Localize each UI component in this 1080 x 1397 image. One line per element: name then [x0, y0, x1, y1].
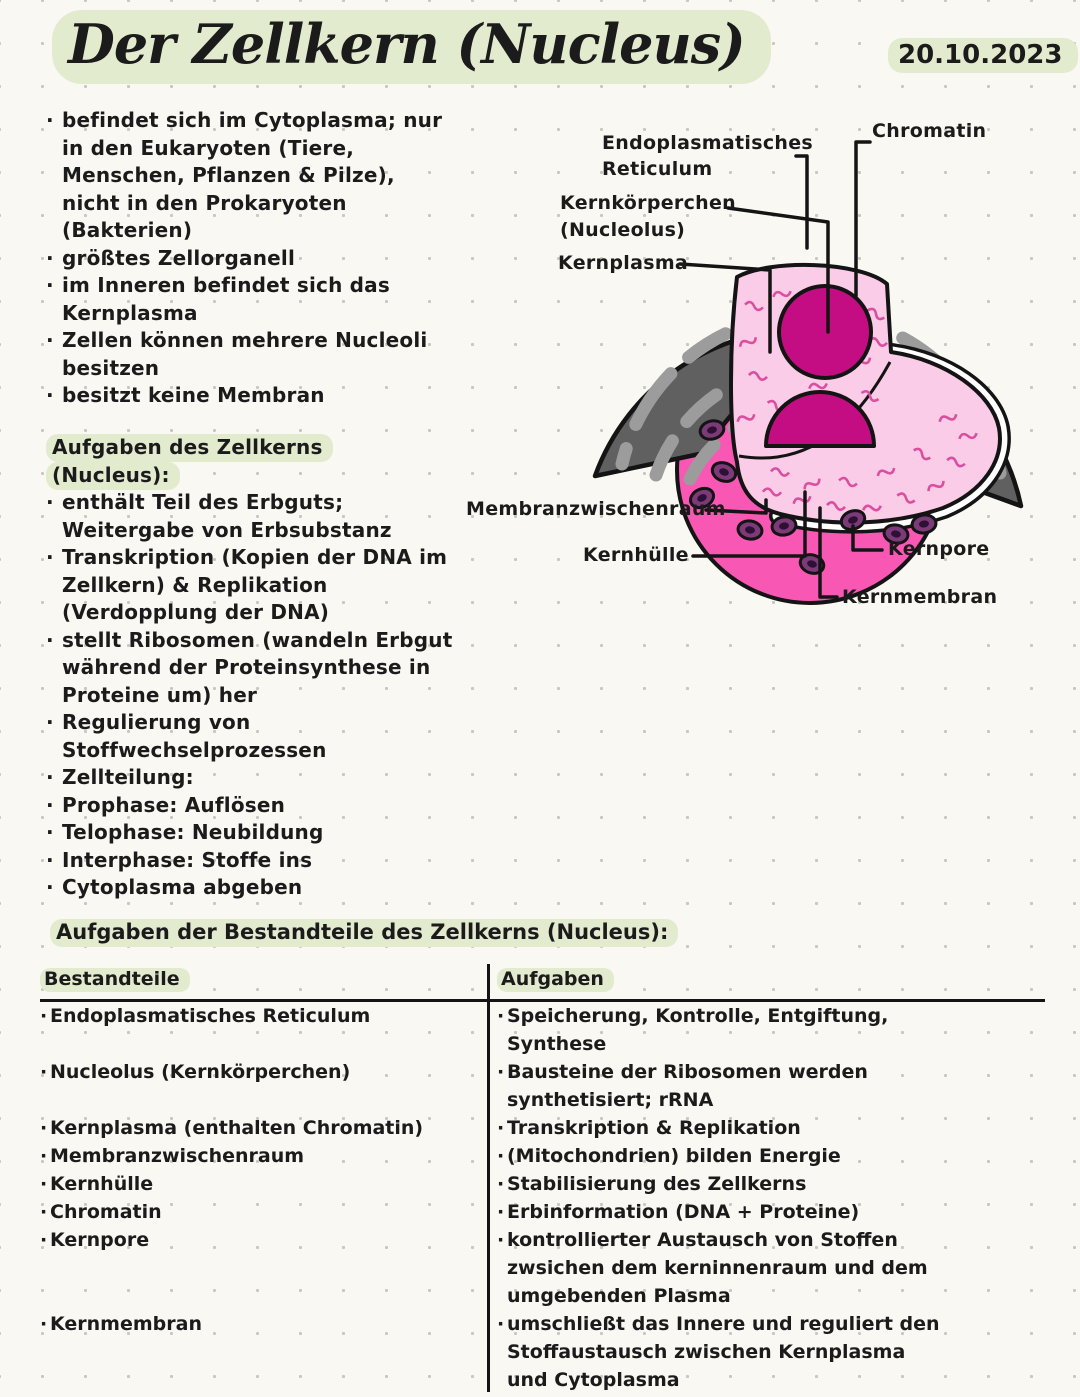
note-line	[46, 272, 442, 300]
component-name: Kernmembran	[50, 1313, 202, 1335]
table-row	[40, 1198, 1045, 1226]
note-line	[46, 572, 452, 600]
table-header-row	[40, 968, 1045, 1002]
task-text: Stabilisierung des Zellkerns	[507, 1173, 807, 1195]
task-text: Bausteine der Ribosomen werden	[507, 1061, 868, 1083]
tasks-cell	[497, 1058, 868, 1114]
table-row	[40, 1142, 1045, 1170]
tasks-cell	[497, 1142, 841, 1170]
tasks-list	[46, 489, 452, 902]
table-row	[40, 1114, 1045, 1142]
note-line-text: (Verdopplung der DNA)	[62, 600, 330, 624]
task-text: (Mitochondrien) bilden Energie	[507, 1145, 841, 1167]
task-text: umschließt das Innere und reguliert den	[507, 1313, 940, 1335]
component-cell	[40, 1058, 485, 1114]
note-line-text: Telophase: Neubildung	[62, 820, 324, 844]
label-kernmembran: Kernmembran	[842, 586, 998, 608]
table-row	[40, 1002, 1045, 1058]
note-line	[46, 544, 452, 572]
bullet-dot: ·	[46, 792, 54, 817]
task-line	[497, 1058, 868, 1086]
component-cell	[40, 1114, 485, 1142]
component-name: Membranzwischenraum	[50, 1145, 305, 1167]
note-line-text: besitzt keine Membran	[62, 383, 325, 407]
note-line	[46, 654, 452, 682]
bullet-dot: ·	[497, 1061, 505, 1083]
note-line-text: Menschen, Pflanzen & Pilze),	[62, 163, 395, 187]
task-text: zwsichen dem kerninnenraum und dem	[507, 1257, 928, 1279]
note-line	[46, 599, 452, 627]
table-row	[40, 1058, 1045, 1114]
note-line	[46, 517, 452, 545]
note-line-text: (Bakterien)	[62, 218, 193, 242]
bullet-dot: ·	[497, 1145, 505, 1167]
note-line	[46, 217, 442, 245]
bullet-dot: ·	[46, 328, 54, 352]
components-heading	[50, 920, 678, 944]
task-line	[497, 1366, 940, 1394]
task-line	[497, 1198, 859, 1226]
note-line	[46, 107, 442, 135]
note-line-text: Interphase: Stoffe ins	[62, 847, 313, 872]
bullet-dot: ·	[46, 545, 54, 569]
bullet-dot: ·	[40, 1145, 48, 1167]
component-name: Nucleolus (Kernkörperchen)	[50, 1061, 351, 1083]
note-line-text: Regulierung von	[62, 710, 251, 734]
bullet-dot: ·	[40, 1061, 48, 1083]
note-line-text: besitzen	[62, 355, 160, 380]
note-line-text: befindet sich im Cytoplasma; nur	[62, 108, 443, 132]
date	[888, 40, 1078, 70]
note-line	[46, 327, 442, 355]
label-kernkoerperchen-line1: Kernkörperchen	[560, 192, 736, 214]
task-text: synthetisiert; rRNA	[507, 1089, 714, 1111]
bullet-dot: ·	[46, 820, 54, 844]
note-line-text: Proteine um) her	[62, 682, 258, 707]
bullet-dot: ·	[46, 875, 54, 899]
note-line-text: größtes Zellorganell	[62, 245, 296, 270]
note-line-text: Zellkern) & Replikation	[62, 572, 328, 597]
task-line	[497, 1282, 928, 1310]
tasks-cell	[497, 1114, 801, 1142]
task-line	[497, 1086, 868, 1114]
note-line	[46, 847, 452, 875]
task-line	[497, 1310, 940, 1338]
note-line	[46, 792, 452, 820]
note-line	[46, 819, 452, 847]
note-line-text: Prophase: Auflösen	[62, 792, 286, 817]
bullet-dot: ·	[46, 245, 54, 270]
component-name: Kernhülle	[50, 1173, 154, 1195]
tasks-cell	[497, 1170, 806, 1198]
task-text: Speicherung, Kontrolle, Entgiftung,	[507, 1005, 889, 1027]
table-row	[40, 1310, 1045, 1394]
component-cell	[40, 1198, 485, 1226]
component-name: Kernplasma (enthalten Chromatin)	[50, 1117, 424, 1139]
bullet-dot: ·	[46, 490, 54, 514]
component-cell	[40, 1002, 485, 1058]
task-text: Synthese	[507, 1033, 607, 1055]
task-line	[497, 1254, 928, 1282]
table-header-component: Bestandteile	[40, 968, 485, 990]
bullet-dot: ·	[497, 1117, 505, 1139]
label-kernpore: Kernpore	[888, 538, 990, 560]
component-name: Endoplasmatisches Reticulum	[50, 1005, 371, 1027]
label-membranzwischenraum: Membranzwischenraum	[466, 498, 726, 520]
note-line-text: stellt Ribosomen (wandeln Erbgut	[62, 627, 453, 652]
bullet-dot: ·	[497, 1005, 505, 1027]
note-line	[46, 737, 452, 765]
task-text: und Cytoplasma	[507, 1369, 680, 1391]
note-line	[46, 245, 442, 273]
note-line	[46, 300, 442, 328]
bullet-dot: ·	[497, 1313, 505, 1335]
tasks-notes	[46, 434, 452, 902]
table-body	[40, 1002, 1045, 1394]
tasks-heading-line	[46, 462, 452, 490]
task-line	[497, 1114, 801, 1142]
note-line	[46, 190, 442, 218]
label-kernkoerperchen-line2: (Nucleolus)	[560, 219, 686, 241]
task-line	[497, 1226, 928, 1254]
component-cell	[40, 1310, 485, 1394]
task-line	[497, 1030, 888, 1058]
task-line	[497, 1002, 888, 1030]
task-text: umgebenden Plasma	[507, 1285, 731, 1307]
tasks-cell	[497, 1310, 940, 1394]
components-table	[40, 968, 1045, 1394]
components-heading-text: Aufgaben der Bestandteile des Zellkerns (Nucleus):	[50, 919, 678, 947]
note-line-text: Zellteilung:	[62, 765, 194, 789]
tasks-cell	[497, 1226, 928, 1310]
table-row	[40, 1226, 1045, 1310]
note-line	[46, 627, 452, 655]
note-line	[46, 764, 452, 792]
bullet-dot: ·	[46, 273, 54, 297]
note-line-text: Zellen können mehrere Nucleoli	[62, 328, 428, 352]
note-line	[46, 874, 452, 902]
note-line-text: enthält Teil des Erbguts;	[62, 490, 344, 514]
leader-er	[796, 156, 807, 248]
task-text: Erbinformation (DNA + Proteine)	[507, 1201, 860, 1223]
task-text: kontrollierter Austausch von Stoffen	[507, 1229, 898, 1251]
nucleolus	[779, 286, 871, 378]
bullet-dot: ·	[497, 1229, 505, 1251]
label-kernhuelle: Kernhülle	[583, 544, 689, 566]
note-line-text: während der Proteinsynthese in	[62, 655, 431, 679]
table-header-tasks: Aufgaben	[497, 968, 614, 990]
tasks-heading-text: (Nucleus):	[46, 462, 180, 490]
component-cell	[40, 1142, 485, 1170]
bullet-dot: ·	[40, 1313, 48, 1335]
component-cell	[40, 1170, 485, 1198]
component-cell	[40, 1226, 485, 1310]
note-line-text: nicht in den Prokaryoten	[62, 190, 347, 215]
date-text: 20.10.2023	[888, 38, 1078, 73]
tasks-cell	[497, 1002, 888, 1058]
label-kernplasma: Kernplasma	[558, 252, 689, 274]
bullet-dot: ·	[40, 1005, 48, 1027]
label-chromatin: Chromatin	[872, 120, 987, 142]
bullet-dot: ·	[497, 1173, 505, 1195]
note-line-text: Transkription (Kopien der DNA im	[62, 545, 448, 569]
bullet-dot: ·	[40, 1229, 48, 1251]
bullet-dot: ·	[40, 1201, 48, 1223]
bullet-dot: ·	[46, 627, 54, 652]
table-row	[40, 1170, 1045, 1198]
note-line	[46, 709, 452, 737]
label-er-line1: Endoplasmatisches	[602, 132, 814, 154]
bullet-dot: ·	[46, 383, 54, 407]
component-name: Kernpore	[50, 1229, 150, 1251]
task-text: Transkription & Replikation	[507, 1117, 801, 1139]
tasks-cell	[497, 1198, 859, 1226]
page-title	[52, 12, 771, 76]
bullet-dot: ·	[46, 108, 54, 132]
note-line	[46, 382, 442, 410]
nucleus-diagram-drawing	[440, 100, 1080, 645]
task-line	[497, 1170, 806, 1198]
task-line	[497, 1338, 940, 1366]
tasks-heading-line	[46, 434, 452, 462]
task-line	[497, 1142, 841, 1170]
bullet-dot: ·	[46, 847, 54, 872]
note-line	[46, 162, 442, 190]
intro-notes	[46, 107, 442, 410]
task-text: Stoffaustausch zwischen Kernplasma	[507, 1341, 906, 1363]
note-line-text: Weitergabe von Erbsubstanz	[62, 517, 392, 542]
note-line	[46, 135, 442, 163]
note-line-text: in den Eukaryoten (Tiere,	[62, 135, 355, 160]
nucleus-diagram	[440, 100, 1080, 645]
note-line-text: Cytoplasma abgeben	[62, 875, 303, 899]
bullet-dot: ·	[46, 765, 54, 789]
note-line-text: im Inneren befindet sich das	[62, 273, 390, 297]
note-line-text: Kernplasma	[62, 300, 198, 325]
note-line	[46, 682, 452, 710]
label-er-line2: Reticulum	[602, 158, 713, 180]
tasks-heading-text: Aufgaben des Zellkerns	[46, 434, 333, 462]
note-line-text: Stoffwechselprozessen	[62, 737, 327, 762]
component-name: Chromatin	[50, 1201, 162, 1223]
bullet-dot: ·	[40, 1173, 48, 1195]
bullet-dot: ·	[40, 1117, 48, 1139]
note-line	[46, 355, 442, 383]
note-line	[46, 489, 452, 517]
bullet-dot: ·	[497, 1201, 505, 1223]
page-title-text: Der Zellkern (Nucleus)	[52, 10, 771, 84]
bullet-dot: ·	[46, 710, 54, 734]
